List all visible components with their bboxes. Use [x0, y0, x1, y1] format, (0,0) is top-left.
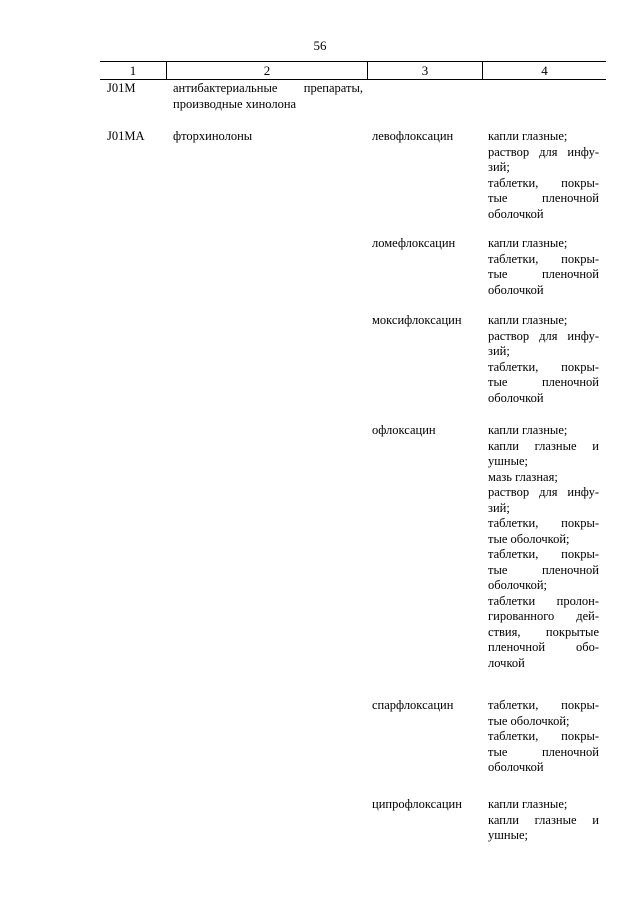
dosage-forms	[488, 698, 599, 776]
dosage-form-line: тые пленочной	[488, 744, 599, 759]
dosage-form-line: зий;	[488, 344, 510, 358]
dosage-form-line: капли глазные;	[488, 129, 568, 143]
dosage-forms	[488, 236, 599, 298]
dosage-forms	[488, 313, 599, 406]
atc-code: J01M	[107, 81, 136, 95]
dosage-form-line: ушные;	[488, 454, 528, 468]
page-number: 56	[313, 38, 327, 53]
dosage-form-line: тые оболочкой;	[488, 531, 570, 546]
dosage-form-line: раствор для инфу-	[488, 144, 599, 159]
header-col-4: 4	[541, 63, 548, 78]
table-header	[100, 61, 606, 80]
atc-description: антибактериальные препараты, производные хинолона	[173, 81, 363, 111]
drug-name: спарфлоксацин	[372, 698, 454, 712]
dosage-form-line: оболочкой	[488, 760, 544, 774]
dosage-form-line: зий;	[488, 500, 510, 515]
dosage-form-line: таблетки, покры-	[488, 547, 599, 561]
dosage-form-line: ушные;	[488, 828, 528, 842]
dosage-form-line: таблетки, покры-	[488, 175, 599, 190]
dosage-form-line: оболочкой;	[488, 578, 547, 592]
dosage-form-line: капли глазные;	[488, 236, 568, 250]
dosage-form-line: раствор для инфу-	[488, 328, 599, 343]
dosage-forms	[488, 423, 599, 671]
dosage-form-line: лочкой	[488, 655, 525, 670]
header-col-2: 2	[167, 62, 368, 79]
atc-code: J01MA	[107, 129, 145, 143]
dosage-form-line: мазь глазная;	[488, 469, 558, 484]
drug-name: офлоксацин	[372, 423, 436, 437]
dosage-form-line: пленочной обо-	[488, 640, 599, 654]
dosage-form-line: раствор для инфу-	[488, 485, 599, 499]
atc-description: фторхинолоны	[173, 129, 253, 143]
dosage-form-line: оболочкой	[488, 206, 544, 221]
dosage-form-line: таблетки, покры-	[488, 698, 599, 712]
dosage-form-line: ствия, покрытые	[488, 624, 599, 639]
drug-name: ломефлоксацин	[372, 236, 456, 250]
dosage-form-line: гированного дей-	[488, 609, 599, 623]
dosage-form-line: таблетки, покры-	[488, 516, 599, 530]
dosage-form-line: зий;	[488, 160, 510, 174]
drug-name: моксифлоксацин	[372, 313, 462, 327]
dosage-forms	[488, 129, 599, 222]
dosage-form-line: таблетки, покры-	[488, 729, 599, 743]
dosage-form-line: тые пленочной	[488, 191, 599, 205]
dosage-form-line: капли глазные и	[488, 438, 599, 453]
dosage-form-line: капли глазные;	[488, 423, 568, 437]
dosage-form-line: оболочкой	[488, 282, 544, 297]
dosage-form-line: капли глазные;	[488, 313, 568, 327]
drug-name: левофлоксацин	[372, 129, 454, 143]
dosage-form-line: капли глазные;	[488, 797, 568, 811]
dosage-form-line: капли глазные и	[488, 812, 599, 827]
dosage-form-line: оболочкой	[488, 390, 544, 405]
dosage-form-line: таблетки пролон-	[488, 593, 599, 608]
header-col-3: 3	[368, 62, 483, 79]
header-col-1: 1	[100, 62, 167, 79]
dosage-form-line: тые пленочной	[488, 267, 599, 281]
drug-name: ципрофлоксацин	[372, 797, 462, 811]
dosage-form-line: тые пленочной	[488, 375, 599, 389]
dosage-form-line: таблетки, покры-	[488, 251, 599, 266]
dosage-form-line: таблетки, покры-	[488, 359, 599, 374]
dosage-form-line: тые пленочной	[488, 562, 599, 577]
dosage-form-line: тые оболочкой;	[488, 713, 570, 728]
dosage-forms	[488, 797, 599, 844]
